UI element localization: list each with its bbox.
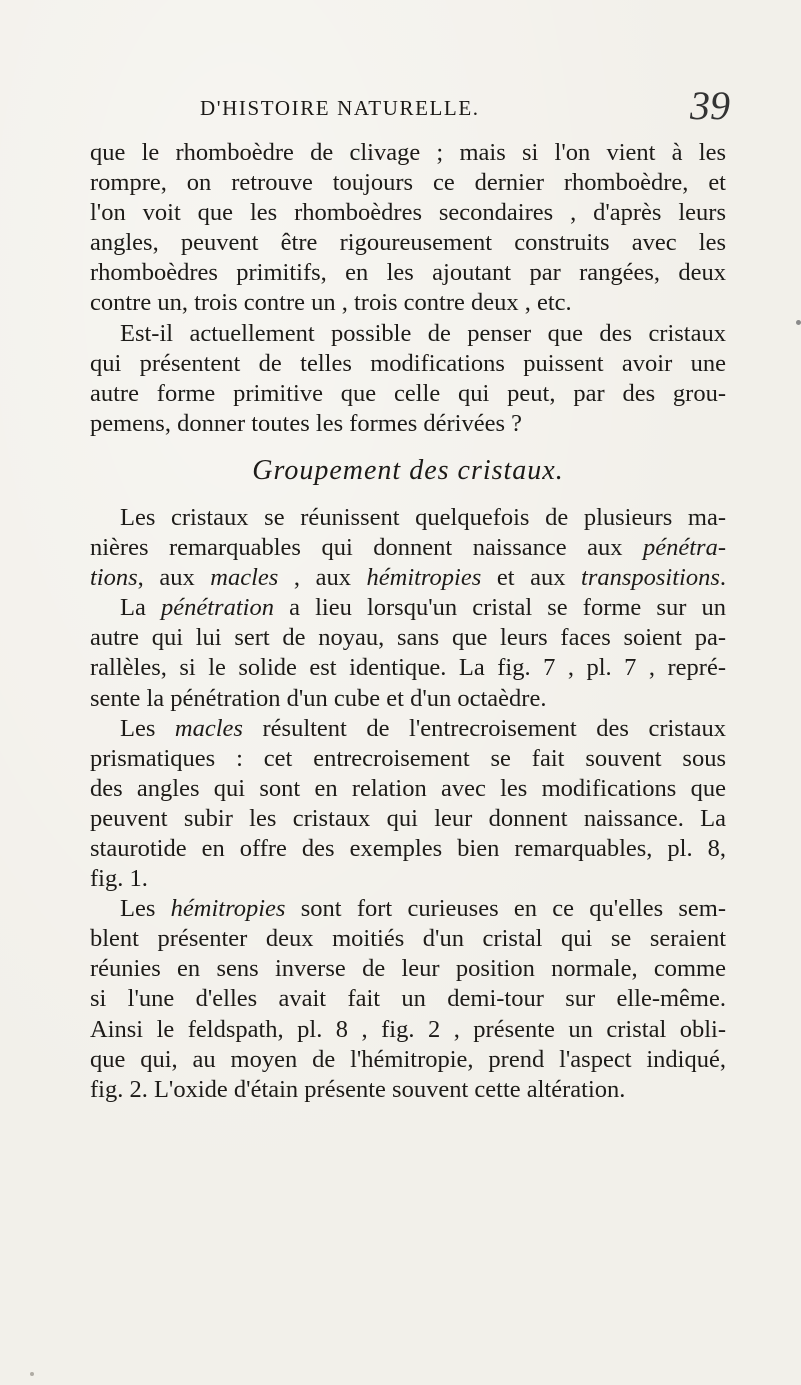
section-heading: Groupement des cristaux. [252, 454, 564, 486]
text-run: a lieu lorsqu'un cristal se forme sur un [273, 594, 726, 622]
text-line [90, 533, 726, 563]
text-run: . [719, 564, 727, 592]
text-line [90, 894, 726, 924]
text-run: , aux [137, 564, 211, 592]
body-text [90, 138, 726, 1105]
italic-term: transpositions [581, 564, 720, 592]
text-line [90, 714, 726, 744]
text-line: que qui, au moyen de l'hémitropie, prend l'aspect indiqué, [90, 1045, 726, 1073]
text-run: sont fort curieuses en ce qu'elles sem- [285, 895, 727, 923]
page-header [200, 83, 730, 132]
text-run: résultent de l'entrecroisement des cristaux [242, 714, 727, 742]
text-line: staurotide en offre des exemples bien remarquables, pl. 8, [90, 834, 726, 862]
italic-term: hémitropies [366, 564, 482, 592]
text-run: Les [120, 714, 175, 742]
text-line: qui présentent de telles modifications puissent avoir une [90, 349, 726, 377]
text-line: réunies en sens inverse de leur position normale, comme [90, 955, 726, 983]
running-head: D'HISTOIRE NATURELLE. [200, 96, 480, 120]
text-line: angles, peuvent être rigoureusement construits avec les [90, 229, 726, 257]
text-line [90, 563, 726, 593]
text-line: Ainsi le feldspath, pl. 8 , fig. 2 , présente un cristal obli- [90, 1015, 726, 1043]
italic-term: macles [174, 714, 243, 742]
italic-term: pénétration [160, 594, 274, 622]
text-line: sente la pénétration d'un cube et d'un octaèdre. [90, 684, 547, 712]
text-line: fig. 2. L'oxide d'étain présente souvent cette altération. [90, 1075, 626, 1103]
text-line: autre qui lui sert de noyau, sans que leurs faces soient pa- [90, 624, 726, 652]
text-line: blent présenter deux moitiés d'un cristal qui se seraient [90, 925, 726, 953]
italic-term: macles [210, 564, 279, 592]
text-run: La [120, 594, 161, 622]
text-run: Les [120, 895, 171, 923]
text-line: rompre, on retrouve toujours ce dernier rhomboèdre, et [90, 169, 726, 197]
text-line: que le rhomboèdre de clivage ; mais si l'on vient à les [90, 139, 726, 166]
text-line: autre forme primitive que celle qui peut, par des grou- [90, 379, 726, 407]
text-line [90, 593, 726, 623]
italic-term: tions [90, 564, 138, 592]
italic-term: hémitropies [170, 895, 286, 923]
text-run: nières remarquables qui donnent naissance aux [90, 534, 643, 562]
paper-speck [30, 1372, 34, 1376]
text-line: rallèles, si le solide est identique. La fig. 7 , pl. 7 , repré- [90, 654, 726, 682]
paper-speck [796, 320, 801, 325]
text-line: fig. 1. [90, 865, 148, 893]
italic-term: pénétra- [643, 534, 726, 562]
text-line: rhomboèdres primitifs, en les ajoutant par rangées, deux [90, 259, 726, 287]
text-line: si l'une d'elles avait fait un demi-tour sur elle-même. [90, 985, 726, 1013]
text-run: et aux [481, 564, 582, 592]
text-line: Les cristaux se réunissent quelquefois de plusieurs ma- [120, 503, 726, 531]
text-line: peuvent subir les cristaux qui leur donnent naissance. La [90, 804, 726, 832]
text-line: Est-il actuellement possible de penser que des cristaux [120, 319, 726, 347]
text-line: contre un, trois contre un , trois contre deux , etc. [90, 289, 572, 317]
text-line: des angles qui sont en relation avec les modifications que [90, 774, 726, 802]
text-run: , aux [278, 564, 367, 592]
text-line: prismatiques : cet entrecroisement se fait souvent sous [90, 744, 726, 772]
text-line: l'on voit que les rhomboèdres secondaires , d'après leurs [90, 199, 726, 227]
text-line: pemens, donner toutes les formes dérivées ? [90, 409, 523, 437]
page-number: 39 [690, 83, 730, 128]
